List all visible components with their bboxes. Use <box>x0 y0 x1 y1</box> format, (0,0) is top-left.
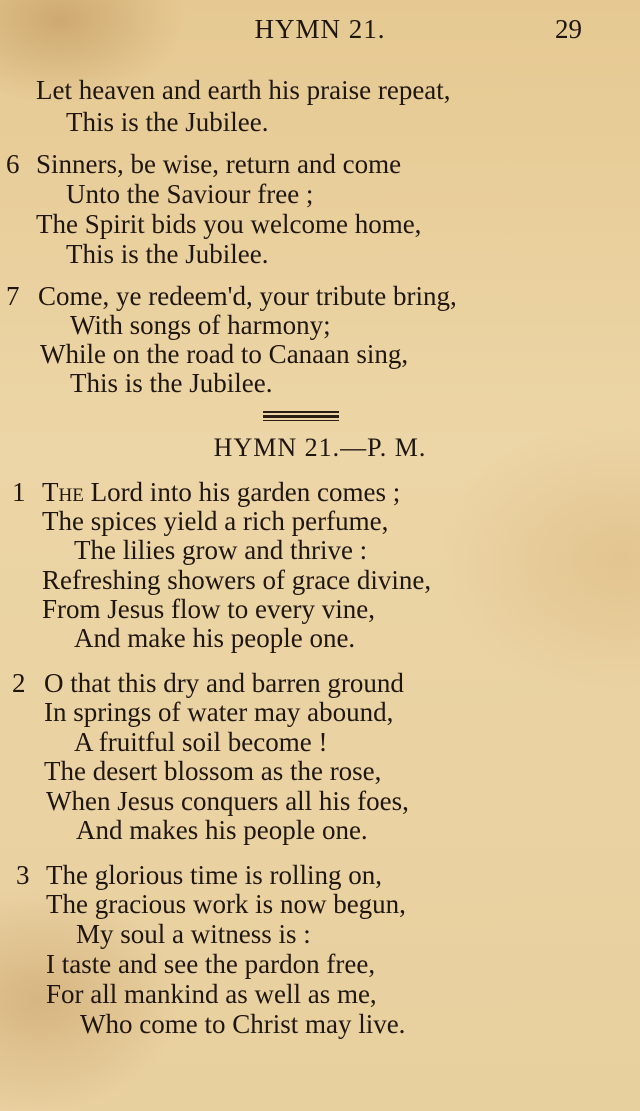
verse-line: This is the Jubilee. <box>66 107 269 137</box>
verse-line: While on the road to Canaan sing, <box>40 339 409 369</box>
verse-line: For all mankind as well as me, <box>46 979 377 1009</box>
verse-line: The glorious time is rolling on, <box>46 860 382 890</box>
verse-line: In springs of water may abound, <box>44 697 394 727</box>
verse-line: I taste and see the pardon free, <box>46 949 376 979</box>
verse-number: 3 <box>16 860 30 890</box>
verse-line: A fruitful soil become ! <box>74 727 328 757</box>
verse-line: When Jesus conquers all his foes, <box>46 786 409 816</box>
verse-line: Refreshing showers of grace divine, <box>42 565 432 595</box>
verse-line: The lilies grow and thrive : <box>74 535 368 565</box>
hymn-title: HYMN 21.—P. M. <box>213 433 427 462</box>
verse-number: 7 <box>6 281 20 311</box>
verse-line-first <box>42 477 400 507</box>
first-line-rest: Lord into his garden comes ; <box>83 477 401 507</box>
verse-line: And makes his people one. <box>76 815 368 845</box>
section-divider <box>263 411 339 421</box>
verse-line: Let heaven and earth his praise repeat, <box>36 75 451 105</box>
verse-line: And make his people one. <box>74 623 356 653</box>
page-number: 29 <box>555 14 582 44</box>
verse-line: The gracious work is now begun, <box>46 889 406 919</box>
verse-line: O that this dry and barren ground <box>44 668 404 698</box>
first-word: The <box>42 477 84 507</box>
verse-line: The spices yield a rich perfume, <box>42 506 389 536</box>
divider-rule <box>263 420 339 421</box>
verse-line: Who come to Christ may live. <box>80 1009 406 1039</box>
verse-line: Come, ye redeem'd, your tribute bring, <box>38 281 457 311</box>
header-title: HYMN 21. <box>254 14 386 44</box>
verse-line: Unto the Saviour free ; <box>66 179 314 209</box>
verse-number: 2 <box>12 668 26 698</box>
verse-line: My soul a witness is : <box>76 919 311 949</box>
verse-line: Sinners, be wise, return and come <box>36 149 402 179</box>
verse-line: From Jesus flow to every vine, <box>42 594 375 624</box>
divider-rule <box>263 411 339 413</box>
verse-line: With songs of harmony; <box>70 310 331 340</box>
divider-rule <box>263 415 339 418</box>
verse-line: The desert blossom as the rose, <box>44 756 382 786</box>
verse-line: The Spirit bids you welcome home, <box>36 209 422 239</box>
verse-line: This is the Jubilee. <box>70 368 273 398</box>
verse-line: This is the Jubilee. <box>66 239 269 269</box>
verse-number: 1 <box>12 477 26 507</box>
running-header <box>0 14 640 54</box>
verse-number: 6 <box>6 149 20 179</box>
